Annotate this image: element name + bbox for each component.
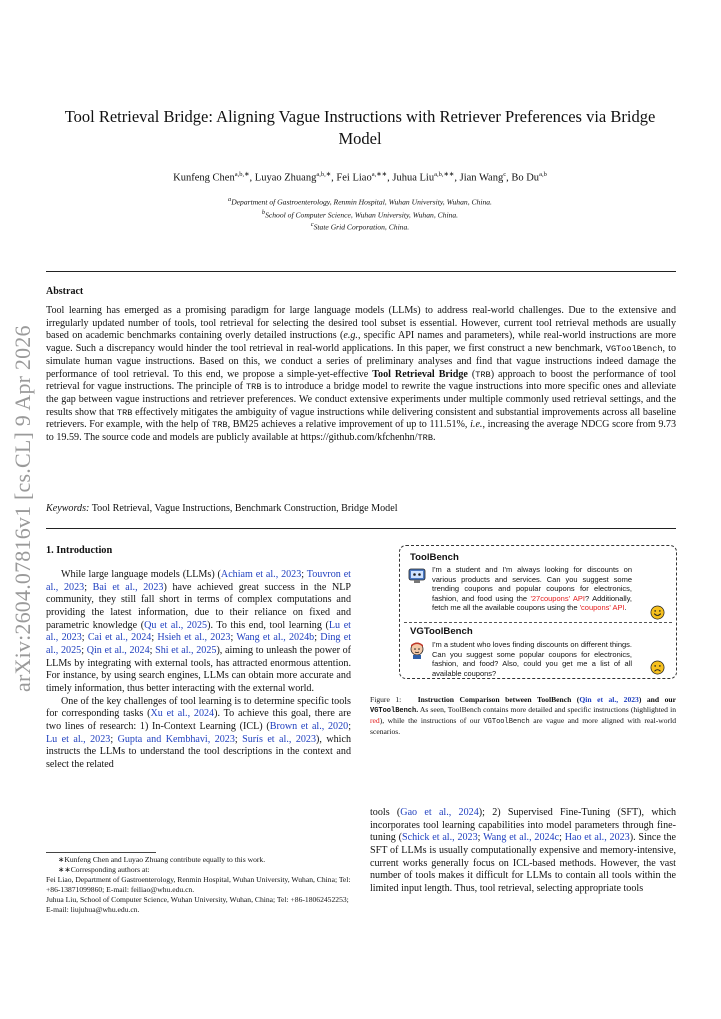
arxiv-stamp: [6, 325, 46, 692]
citation-link[interactable]: Schick et al., 2023: [401, 832, 478, 844]
abstract-heading: Abstract: [46, 286, 84, 297]
paper-title: Tool Retrieval Bridge: Aligning Vague Instructions with Retriever Preferences via Bridge Model: [64, 107, 656, 148]
affiliation-b: $^b$School of Computer Science, Wuhan University, Wuhan, China.: [261, 208, 459, 220]
divider-top: [46, 271, 676, 272]
footnote-liao: Fei Liao, Department of Gastroenterology, Renmin Hospital, Wuhan University, Wuhan, China; Tel: +86-13871099860; E-mail: feiliao@whu.edu.cn.: [46, 874, 351, 894]
citation-link[interactable]: Brown et al., 2020: [269, 720, 349, 732]
citation-link[interactable]: Wang et al., 2024c: [483, 832, 560, 844]
affiliation-c: $^c$State Grid Corporation, China.: [310, 221, 410, 232]
arxiv-stamp-text: arXiv:2604.07816v1 [cs.CL] 9 Apr 2026: [10, 325, 35, 692]
sad-face-icon: [650, 660, 665, 680]
author-sup: a,b,∗: [316, 171, 332, 178]
intro-right-column: tools (Gao et al., 2024); 2) Supervised Fine-Tuning (SFT), which incorporates tool learning capabilities into model parameters through fine-tuning (Schick et al., 2023; Wang et al., 2024c; Hao et al., 2023). Since the SFT of LLMs is usually computationally expensive and memory-intensive, current works generally focus on ICL-based methods. However, the vast number of tools makes it difficult for LLMs to contain all tools within the limited input length. Thus, tool retrieval, selecting appropriate tools: [370, 807, 676, 894]
author-sup: a,∗∗: [371, 171, 388, 178]
author-sup: a,b,∗: [234, 171, 250, 178]
author-chen: Kunfeng Chen: [173, 172, 235, 184]
citation-link[interactable]: Achiam et al., 2023: [220, 569, 302, 580]
author-wang: , Jian Wang: [454, 172, 504, 184]
author-sup: c: [503, 171, 507, 178]
affiliations: [60, 195, 660, 233]
student-icon: [408, 641, 426, 664]
citation-link[interactable]: Qu et al., 2025: [144, 619, 208, 631]
author-liao: , Fei Liao: [331, 172, 372, 184]
intro-left-column: [46, 569, 351, 772]
affiliation-a: $^a$Department of Gastroenterology, Renmin Hospital, Wuhan University, Wuhan, China.: [228, 196, 492, 207]
citation-link[interactable]: Shi et al., 2025: [155, 644, 217, 656]
section-heading: 1. Introduction: [46, 545, 113, 556]
divider-bottom: [46, 528, 676, 529]
citation-link[interactable]: Qin et al., 2023: [579, 695, 639, 704]
abstract-text: Tool learning has emerged as a promising paradigm for large language models (LLMs) to address real-world challenges. Due to the extensive and irregularly updated number of tools, tool retrieval for selecting the desired tool subset is essential. However, current tool retrieval methods are usually based on academic benchmarks containing overly detailed instructions (e.g., specific API names and parameters), while real-world instructions are more vague. Such a discrepancy would hinder the tool retrieval in real-world applications. In this paper, we first construct a new benchmark, VGToolBench, to simulate human vague instructions. Based on this, we conduct a series of preliminary analyses and find that vague instructions indeed damage the performance of tool retrieval. To this end, we propose a simple-yet-effective Tool Retrieval Bridge (TRB) approach to boost the performance of tool retrieval for vague instructions. The principle of TRB is to introduce a bridge model to rewrite the vague instructions into more specific ones and alleviate the gap between vague instructions and retriever preferences. We conduct extensive experiments under multiple commonly used retrieval settings, and the results show that TRB effectively mitigates the ambiguity of vague instructions while delivering consistent and substantial improvements across all baseline retrievers. For example, with the help of TRB, BM25 achieves a relative improvement of up to 111.51%, i.e., increasing the average NDCG score from 9.73 to 19.59. The source code and models are publicly available at https://github.com/kfchenhn/TRB.: [46, 305, 677, 444]
robot-icon: [408, 566, 426, 589]
citation-link[interactable]: Xu et al., 2024: [150, 708, 215, 720]
citation-link[interactable]: Lu et al., 2023: [46, 733, 111, 745]
citation-link[interactable]: Hao et al., 2023: [564, 832, 630, 844]
footnote-corresponding: ∗∗Corresponding authors at:: [58, 864, 150, 874]
author-list: [60, 170, 660, 184]
citation-link[interactable]: Qin et al., 2024: [86, 644, 150, 656]
author-sup: a,b,∗∗: [434, 171, 455, 178]
citation-link[interactable]: Bai et al., 2023: [92, 581, 164, 593]
citation-link[interactable]: Hsieh et al., 2023: [157, 632, 231, 644]
footnote-equal-contribution: ∗Kunfeng Chen and Luyao Zhuang contribute equally to this work.: [58, 855, 266, 864]
author-sup: a,b: [539, 171, 547, 178]
keywords: [46, 503, 676, 514]
intro-paragraph-1: While large language models (LLMs) (Achiam et al., 2023; Touvron et al., 2023; Bai et al., 2023) have achieved great success in the NLP community, they still fall short in terms of complex computations and providing the latest information, due to their reliance on fixed and parametric knowledge (Qu et al., 2025). To this end, tool learning (Lu et al., 2023; Cai et al., 2024; Hsieh et al., 2023; Wang et al., 2024b; Ding et al., 2025; Qin et al., 2024; Shi et al., 2025), aiming to unleash the power of LLMs by integrating with external tools, has attracted enormous attention. For instance, by using search engines, LLMs can obtain more accurate and timely information, thus better interacting with the external world.: [46, 569, 352, 694]
author-zhuang: , Luyao Zhuang: [249, 172, 317, 184]
citation-link[interactable]: Touvron et al., 2023: [46, 569, 351, 593]
footnote-liu: Juhua Liu, School of Computer Science, Wuhan University, Wuhan, China; Tel: +86-18062452253; E-mail: liujuhua@whu.edu.cn.: [46, 894, 349, 914]
footnote-rule: [46, 852, 156, 853]
figure-1-caption: Figure 1: Instruction Comparison between ToolBench (Qin et al., 2023) and our VGToolBench. As seen, ToolBench contains more detailed and specific instructions (highlighted in red), while the instructions of our VGToolBench are vague and more aligned with real-world scenarios.: [370, 695, 677, 736]
keywords-list: Tool Retrieval, Vague Instructions, Benchmark Construction, Bridge Model: [91, 503, 398, 514]
citation-link[interactable]: Wang et al., 2024b: [236, 632, 315, 644]
citation-link[interactable]: Ding et al., 2025: [46, 632, 351, 656]
figure-1: [399, 545, 677, 679]
citation-link[interactable]: Gao et al., 2024: [400, 807, 479, 818]
keywords-label: Keywords:: [46, 503, 90, 514]
figure-separator: [404, 622, 672, 623]
citation-link[interactable]: Cai et al., 2024: [87, 632, 152, 644]
citation-link[interactable]: Lu et al., 2023: [46, 619, 351, 644]
intro-paragraph-2: One of the key challenges of tool learning is to determine specific tools for corresponding tasks (Xu et al., 2024). To achieve this goal, there are two lines of research: 1) In-Context Learning (ICL) (Brown et al., 2020; Lu et al., 2023; Gupta and Kembhavi, 2023; Surís et al., 2023), which instructs the LLMs to understand the tool descriptions in the context and select the related: [46, 695, 352, 770]
citation-link[interactable]: Gupta and Kembhavi, 2023: [117, 733, 235, 745]
author-liu: , Juhua Liu: [387, 172, 435, 184]
vgtoolbench-instruction: I'm a student who loves finding discounts on different things. Can you suggest some popular coupons for electronics, fashion, and food? Also, could you get me a list of all available coupons?: [432, 640, 632, 678]
toolbench-instruction: I'm a student and I'm always looking for discounts on various products and services. Can you suggest some trending coupons and popular coupons for electronics, fashion, and food using the '27coupons' API? Additionally, fetch me all the available coupons using the 'coupons' API.: [432, 565, 632, 613]
author-du: , Bo Du: [506, 172, 540, 184]
toolbench-title: ToolBench: [410, 552, 459, 563]
footnotes: [46, 855, 351, 914]
citation-link[interactable]: Surís et al., 2023: [242, 733, 317, 745]
vgtoolbench-title: VGToolBench: [410, 626, 473, 637]
